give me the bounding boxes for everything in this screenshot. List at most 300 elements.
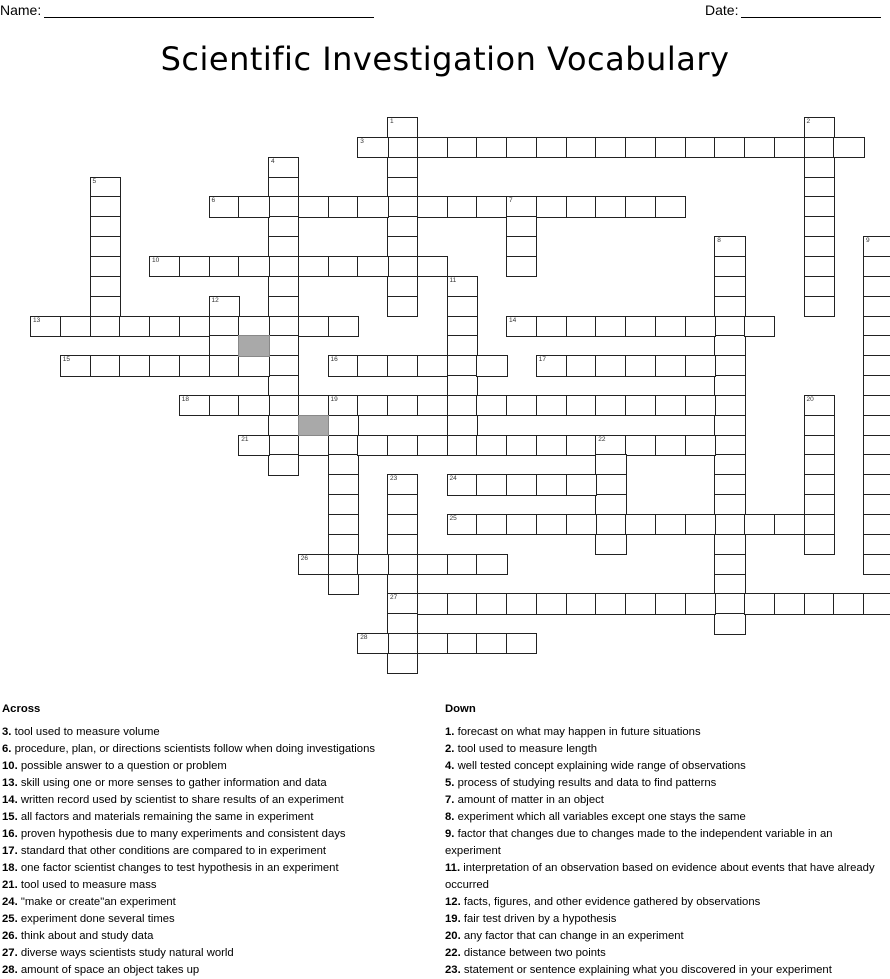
clue-text: possible answer to a question or problem [20,760,227,772]
crossword-cell[interactable] [804,236,835,257]
crossword-cell[interactable] [357,633,388,654]
crossword-cell[interactable] [804,157,835,178]
crossword-cell[interactable] [655,137,686,158]
crossword-cell[interactable] [655,316,686,337]
crossword-cell[interactable] [804,593,835,614]
crossword-cell[interactable] [536,593,567,614]
crossword-cell[interactable] [863,454,890,475]
crossword-cell[interactable] [506,633,537,654]
crossword-cell[interactable] [685,593,716,614]
crossword-cell[interactable] [506,316,537,337]
crossword-cell[interactable] [714,613,745,634]
crossword-cell[interactable] [863,534,890,555]
crossword-cell[interactable] [714,435,745,456]
crossword-cell[interactable] [774,514,805,535]
crossword-cell[interactable] [447,296,478,317]
clue-number-separator: . [451,743,458,755]
name-field[interactable] [0,2,374,18]
crossword-cell[interactable] [655,355,686,376]
crossword-cell[interactable] [149,256,180,277]
crossword-cell[interactable] [506,593,537,614]
crossword-cell[interactable] [476,395,507,416]
crossword-cell[interactable] [268,375,299,396]
cell-number: 2 [806,118,811,125]
crossword-cell[interactable] [714,395,745,416]
crossword-cell[interactable] [714,296,745,317]
crossword-cell[interactable] [90,256,121,277]
crossword-cell[interactable] [30,316,61,337]
crossword-cell[interactable] [833,137,864,158]
crossword-cell[interactable] [506,395,537,416]
crossword-cell[interactable] [447,335,478,356]
crossword-cell[interactable] [625,196,656,217]
crossword-cell[interactable] [863,355,890,376]
crossword-cell[interactable] [268,454,299,475]
crossword-cell[interactable] [298,196,329,217]
crossword-cell[interactable] [566,395,597,416]
crossword-cell[interactable] [328,494,359,515]
crossword-cell[interactable] [506,236,537,257]
crossword-cell[interactable] [387,554,418,575]
crossword-cell[interactable] [238,256,269,277]
crossword-cell[interactable] [566,435,597,456]
crossword-cell[interactable] [417,137,448,158]
crossword-cell[interactable] [804,177,835,198]
crossword-cell[interactable] [863,554,890,575]
crossword-cell[interactable] [714,534,745,555]
crossword-cell[interactable] [714,137,745,158]
crossword-cell[interactable] [714,355,745,376]
clue-number: 6 [2,743,9,755]
crossword-cell[interactable] [685,395,716,416]
crossword-cell[interactable] [387,276,418,297]
crossword-cell[interactable] [387,196,418,217]
crossword-cell[interactable] [90,196,121,217]
crossword-cell[interactable] [655,514,686,535]
crossword-cell[interactable] [387,236,418,257]
crossword-cell[interactable] [804,276,835,297]
crossword-cell[interactable] [655,395,686,416]
crossword-cell[interactable] [447,137,478,158]
crossword-cell[interactable] [179,395,210,416]
cell-number: 20 [806,395,814,403]
crossword-cell[interactable] [90,236,121,257]
crossword-cell[interactable] [298,554,329,575]
crossword-cell[interactable] [804,474,835,495]
crossword-cell[interactable] [863,415,890,436]
crossword-cell[interactable] [328,514,359,535]
crossword-cell[interactable] [595,593,626,614]
crossword-cell[interactable] [268,355,299,376]
cell-number: 7 [509,197,513,205]
crossword-cell[interactable] [387,514,418,535]
clue-text: distance between two points [463,947,606,959]
crossword-cell[interactable] [476,474,507,495]
crossword-cell[interactable] [595,474,626,495]
crossword-cell[interactable] [387,256,418,277]
crossword-cell[interactable] [655,196,686,217]
crossword-cell[interactable] [119,355,150,376]
crossword-cell[interactable] [328,355,359,376]
crossword-cell[interactable] [328,395,359,416]
crossword-cell[interactable] [714,236,745,257]
crossword-cell[interactable] [863,514,890,535]
crossword-cell[interactable] [714,574,745,595]
crossword-cell[interactable] [863,395,890,416]
crossword-cell[interactable] [298,435,329,456]
crossword-cell[interactable] [863,435,890,456]
crossword-cell[interactable] [804,494,835,515]
crossword-cell[interactable] [179,316,210,337]
crossword-cell[interactable] [328,474,359,495]
crossword-cell[interactable] [387,474,418,495]
crossword-cell[interactable] [417,593,448,614]
crossword-cell[interactable] [387,435,418,456]
crossword-cell[interactable] [476,514,507,535]
crossword-cell[interactable] [209,335,240,356]
clue-number-separator: . [451,794,458,806]
crossword-cell[interactable] [595,534,626,555]
crossword-cell[interactable] [268,276,299,297]
crossword-cell[interactable] [357,435,388,456]
crossword-cell[interactable] [714,593,745,614]
crossword-cell[interactable] [566,593,597,614]
crossword-cell[interactable] [476,196,507,217]
crossword-cell[interactable] [595,137,626,158]
clue-number-separator: . [14,964,21,976]
crossword-cell[interactable] [119,316,150,337]
crossword-cell[interactable] [804,137,835,158]
crossword-cell[interactable] [387,395,418,416]
crossword-cell[interactable] [506,196,537,217]
crossword-cell[interactable] [387,157,418,178]
clue-number-separator: . [451,726,458,738]
crossword-cell[interactable] [863,236,890,257]
clue-number-separator: . [456,862,464,874]
crossword-cell[interactable] [328,256,359,277]
crossword-cell[interactable] [447,276,478,297]
crossword-cell[interactable] [387,613,418,634]
crossword-cell[interactable] [357,256,388,277]
crossword-cell[interactable] [625,435,656,456]
crossword-cell[interactable] [714,276,745,297]
name-blank-line[interactable] [44,4,374,18]
crossword-cell[interactable] [417,256,448,277]
crossword-cell[interactable] [90,316,121,337]
crossword-cell[interactable] [625,316,656,337]
crossword-cell[interactable] [447,435,478,456]
crossword-cell[interactable] [60,355,91,376]
crossword-cell[interactable] [357,137,388,158]
crossword-cell[interactable] [506,435,537,456]
crossword-cell[interactable] [387,593,418,614]
crossword-cell[interactable] [298,256,329,277]
crossword-cell[interactable] [268,177,299,198]
crossword-cell[interactable] [268,435,299,456]
crossword-cell[interactable] [357,554,388,575]
crossword-cell[interactable] [595,514,626,535]
crossword-cell[interactable] [357,395,388,416]
crossword-cell[interactable] [476,554,507,575]
crossword-cell[interactable] [238,196,269,217]
crossword-cell[interactable] [714,514,745,535]
crossword-cell[interactable] [60,316,91,337]
crossword-cell[interactable] [536,514,567,535]
crossword-cell[interactable] [476,137,507,158]
crossword-cell[interactable] [209,196,240,217]
crossword-cell[interactable] [536,196,567,217]
crossword-cell[interactable] [209,395,240,416]
crossword-cell[interactable] [447,355,478,376]
crossword-cell[interactable] [774,593,805,614]
crossword-cell[interactable] [536,474,567,495]
crossword-cell[interactable] [90,296,121,317]
crossword-cell[interactable] [476,633,507,654]
crossword-cell[interactable] [625,137,656,158]
crossword-cell[interactable] [833,593,864,614]
crossword-cell[interactable] [357,196,388,217]
crossword-cell[interactable] [804,534,835,555]
crossword-cell[interactable] [328,435,359,456]
name-label: Name: [0,2,42,18]
crossword-cell[interactable] [268,256,299,277]
crossword-cell[interactable] [417,633,448,654]
crossword-cell[interactable] [566,196,597,217]
crossword-cell[interactable] [447,316,478,337]
crossword-cell[interactable] [863,494,890,515]
crossword-cell[interactable] [804,454,835,475]
crossword-cell[interactable] [595,355,626,376]
crossword-cell[interactable] [387,355,418,376]
crossword-cell[interactable] [714,256,745,277]
date-blank-line[interactable] [741,4,881,18]
crossword-cell[interactable] [238,395,269,416]
crossword-cell[interactable] [209,355,240,376]
crossword-cell[interactable] [149,355,180,376]
crossword-cell[interactable] [714,554,745,575]
crossword-cell[interactable] [595,454,626,475]
crossword-cell[interactable] [417,435,448,456]
crossword-cell[interactable] [804,117,835,138]
crossword-cell[interactable] [714,454,745,475]
crossword-cell[interactable] [863,316,890,337]
crossword-cell[interactable] [209,256,240,277]
crossword-cell[interactable] [714,474,745,495]
crossword-cell[interactable] [447,554,478,575]
crossword-cell[interactable] [506,216,537,237]
cell-number: 15 [62,356,70,364]
crossword-cell[interactable] [238,435,269,456]
clue-number: 16 [2,828,15,840]
crossword-cell[interactable] [209,316,240,337]
crossword-cell[interactable] [595,395,626,416]
clue-number: 12 [445,896,458,908]
crossword-cell[interactable] [387,177,418,198]
crossword-cell[interactable] [566,355,597,376]
crossword-cell[interactable] [387,534,418,555]
crossword-cell[interactable] [387,633,418,654]
crossword-cell[interactable] [506,474,537,495]
crossword-cell[interactable] [804,415,835,436]
crossword-cell[interactable] [744,137,775,158]
crossword-cell[interactable] [566,316,597,337]
crossword-cell[interactable] [476,355,507,376]
crossword-cell[interactable] [476,435,507,456]
crossword-cell[interactable] [536,435,567,456]
crossword-cell[interactable] [863,375,890,396]
crossword-cell[interactable] [744,514,775,535]
crossword-cell[interactable] [744,593,775,614]
crossword-cell[interactable] [387,296,418,317]
crossword-cell[interactable] [328,196,359,217]
crossword-cell[interactable] [774,137,805,158]
crossword-cell[interactable] [536,355,567,376]
crossword-cell[interactable] [447,415,478,436]
crossword-cell[interactable] [328,534,359,555]
crossword-cell[interactable] [744,316,775,337]
crossword-cell[interactable] [268,316,299,337]
crossword-cell[interactable] [328,454,359,475]
crossword-cell[interactable] [179,355,210,376]
crossword-cell[interactable] [357,355,388,376]
crossword-cell[interactable] [863,593,890,614]
crossword-cell[interactable] [90,177,121,198]
crossword-cell[interactable] [506,137,537,158]
crossword-cell[interactable] [238,355,269,376]
crossword-cell[interactable] [566,514,597,535]
crossword-cell[interactable] [506,514,537,535]
crossword-cell[interactable] [625,395,656,416]
date-field[interactable] [705,2,881,18]
crossword-cell[interactable] [447,593,478,614]
crossword-cell[interactable] [595,196,626,217]
crossword-cell[interactable] [536,395,567,416]
crossword-cell[interactable] [268,236,299,257]
down-clues [445,702,885,979]
crossword-cell[interactable] [714,494,745,515]
crossword-cell[interactable] [863,335,890,356]
crossword-cell[interactable] [387,574,418,595]
crossword-cell[interactable] [209,296,240,317]
crossword-cell[interactable] [804,514,835,535]
crossword-cell[interactable] [595,494,626,515]
crossword-cell[interactable] [714,375,745,396]
crossword-cell[interactable] [655,593,686,614]
crossword-cell[interactable] [298,316,329,337]
crossword-cell[interactable] [447,514,478,535]
crossword-cell[interactable] [90,355,121,376]
crossword-cell[interactable] [804,216,835,237]
crossword-cell[interactable] [714,415,745,436]
crossword-cell[interactable] [506,256,537,277]
crossword-cell[interactable] [476,593,507,614]
crossword-cell[interactable] [268,335,299,356]
crossword-cell[interactable] [417,395,448,416]
crossword-cell[interactable] [328,316,359,337]
crossword-cell[interactable] [863,256,890,277]
cell-number: 11 [449,276,457,284]
clue-text: forecast on what may happen in future situations [457,726,701,738]
crossword-cell[interactable] [417,554,448,575]
crossword-cell[interactable] [417,196,448,217]
crossword-cell[interactable] [149,316,180,337]
crossword-cell[interactable] [298,395,329,416]
crossword-cell[interactable] [804,256,835,277]
crossword-cell[interactable] [625,593,656,614]
crossword-cell[interactable] [447,196,478,217]
crossword-cell[interactable] [447,474,478,495]
clue-number: 13 [2,777,15,789]
crossword-cell[interactable] [387,494,418,515]
clue-number: 9 [445,828,452,840]
clue-text: procedure, plan, or directions scientists follow when doing investigations [14,743,376,755]
crossword-cell[interactable] [447,375,478,396]
crossword-cell[interactable] [90,276,121,297]
crossword-cell[interactable] [328,415,359,436]
crossword-cell[interactable] [447,395,478,416]
crossword-cell[interactable] [536,316,567,337]
crossword-cell[interactable] [268,395,299,416]
crossword-cell[interactable] [685,355,716,376]
crossword-cell[interactable] [387,117,418,138]
crossword-cell[interactable] [685,316,716,337]
crossword-cell[interactable] [387,216,418,237]
crossword-cell[interactable] [625,355,656,376]
crossword-cell[interactable] [268,157,299,178]
crossword-cell[interactable] [387,137,418,158]
crossword-cell[interactable] [328,574,359,595]
date-label: Date: [705,2,739,18]
clue-text: amount of space an object takes up [20,964,200,976]
crossword-cell[interactable] [863,474,890,495]
clue-number-separator: . [8,726,15,738]
crossword-cell[interactable] [179,256,210,277]
crossword-cell[interactable] [863,296,890,317]
crossword-cell[interactable] [328,554,359,575]
crossword-cell[interactable] [655,435,686,456]
crossword-cell[interactable] [804,196,835,217]
crossword-cell[interactable] [595,435,626,456]
crossword-cell[interactable] [685,137,716,158]
crossword-cell[interactable] [804,296,835,317]
shaded-cell [238,335,269,356]
crossword-cell[interactable] [90,216,121,237]
crossword-cell[interactable] [714,316,745,337]
crossword-cell[interactable] [804,435,835,456]
cell-number: 9 [866,237,870,245]
crossword-cell[interactable] [863,276,890,297]
crossword-cell[interactable] [566,137,597,158]
crossword-cell[interactable] [387,653,418,674]
crossword-cell[interactable] [536,137,567,158]
crossword-cell[interactable] [268,216,299,237]
crossword-cell[interactable] [268,196,299,217]
crossword-cell[interactable] [268,415,299,436]
crossword-cell[interactable] [447,633,478,654]
crossword-cell[interactable] [595,316,626,337]
clue-text: any factor that can change in an experiment [463,930,684,942]
crossword-cell[interactable] [685,435,716,456]
crossword-cell[interactable] [685,514,716,535]
crossword-cell[interactable] [714,335,745,356]
crossword-cell[interactable] [268,296,299,317]
crossword-cell[interactable] [238,316,269,337]
crossword-cell[interactable] [625,514,656,535]
crossword-cell[interactable] [417,355,448,376]
crossword-cell[interactable] [804,395,835,416]
crossword-cell[interactable] [566,474,597,495]
clue-text: well tested concept explaining wide range of observations [457,760,746,772]
